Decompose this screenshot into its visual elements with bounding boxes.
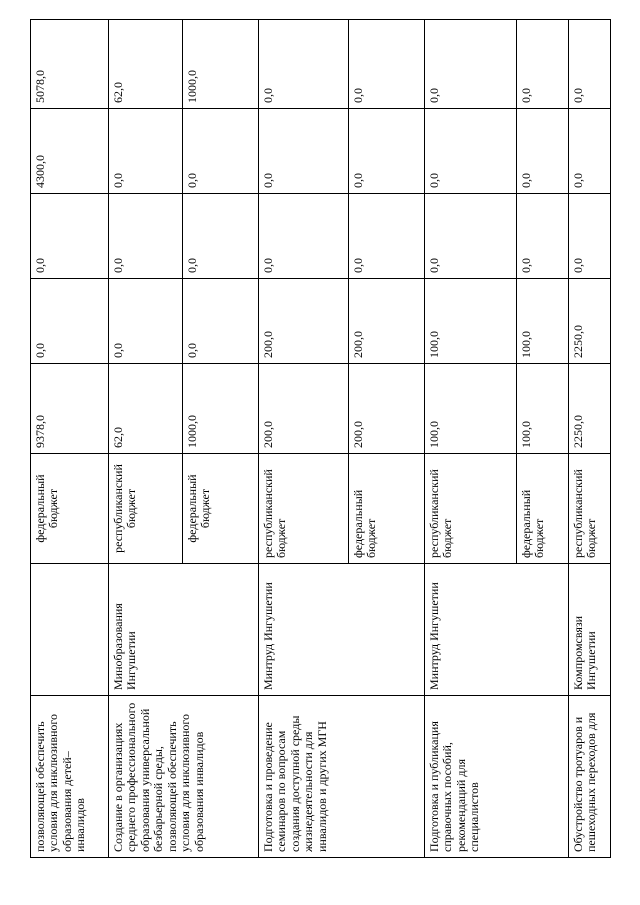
task-cell: позволяющей обеспечить условия для инклюзивного образования детей–инвалидов: [31, 696, 109, 858]
year4-cell: 0,0: [259, 20, 349, 109]
year2-cell: 0,0: [349, 194, 425, 279]
year1-cell: 200,0: [349, 279, 425, 364]
table-row: [31, 20, 109, 858]
source-cell: республиканский бюджет: [425, 454, 517, 564]
table-row: [259, 20, 349, 858]
year1-cell: 100,0: [517, 279, 569, 364]
year3-cell: 0,0: [569, 109, 611, 194]
source-cell: федеральный бюджет: [349, 454, 425, 564]
executor-cell: Компромсвязи Ингушетии: [569, 564, 611, 696]
task-cell: Обустройство тротуаров и пешеходных переходов для: [569, 696, 611, 858]
table-row: [109, 20, 183, 858]
year4-cell: 0,0: [569, 20, 611, 109]
year2-cell: 0,0: [569, 194, 611, 279]
executor-cell: Минтруд Ингушетии: [259, 564, 425, 696]
year1-cell: 0,0: [31, 279, 109, 364]
year2-cell: 0,0: [31, 194, 109, 279]
year3-cell: 0,0: [349, 109, 425, 194]
year2-cell: 0,0: [259, 194, 349, 279]
year2-cell: 0,0: [425, 194, 517, 279]
source-cell: федеральный бюджет: [517, 454, 569, 564]
year4-cell: 1000,0: [183, 20, 259, 109]
year1-cell: 0,0: [183, 279, 259, 364]
total-cell: 62,0: [109, 364, 183, 454]
year4-cell: 62,0: [109, 20, 183, 109]
total-cell: 100,0: [425, 364, 517, 454]
year2-cell: 0,0: [517, 194, 569, 279]
year2-cell: 0,0: [183, 194, 259, 279]
executor-cell: Минобразования Ингушетии: [109, 564, 259, 696]
year3-cell: 4300,0: [31, 109, 109, 194]
year4-cell: 5078,0: [31, 20, 109, 109]
executor-cell: [31, 564, 109, 696]
table-row: [569, 20, 611, 858]
task-cell: Подготовка и проведение семинаров по вопросам создания доступной среды жизнедеятельности для инвалидов и других МГН: [259, 696, 425, 858]
total-cell: 200,0: [349, 364, 425, 454]
task-cell: Подготовка и публикация справочных пособий, рекомендаций для специалистов: [425, 696, 569, 858]
year3-cell: 0,0: [425, 109, 517, 194]
total-cell: 9378,0: [31, 364, 109, 454]
total-cell: 100,0: [517, 364, 569, 454]
table-row: [425, 20, 517, 858]
source-cell: федеральный бюджет: [183, 454, 259, 564]
total-cell: 2250,0: [569, 364, 611, 454]
year1-cell: 0,0: [109, 279, 183, 364]
year1-cell: 200,0: [259, 279, 349, 364]
year4-cell: 0,0: [517, 20, 569, 109]
source-cell: федеральный бюджет: [31, 454, 109, 564]
total-cell: 1000,0: [183, 364, 259, 454]
year4-cell: 0,0: [349, 20, 425, 109]
total-cell: 200,0: [259, 364, 349, 454]
executor-cell: Минтруд Ингушетии: [425, 564, 569, 696]
source-cell: республиканский бюджет: [569, 454, 611, 564]
source-cell: республиканский бюджет: [109, 454, 183, 564]
year2-cell: 0,0: [109, 194, 183, 279]
rotated-page: [30, 20, 610, 858]
budget-table: [30, 19, 611, 858]
year4-cell: 0,0: [425, 20, 517, 109]
year1-cell: 2250,0: [569, 279, 611, 364]
year3-cell: 0,0: [259, 109, 349, 194]
task-cell: Создание в организациях среднего профессионального образования универсальной безбарьерной среды, позволяющей обеспечить условия для инклюзивного образования инвалидов: [109, 696, 259, 858]
year3-cell: 0,0: [183, 109, 259, 194]
source-cell: республиканский бюджет: [259, 454, 349, 564]
year1-cell: 100,0: [425, 279, 517, 364]
year3-cell: 0,0: [517, 109, 569, 194]
year3-cell: 0,0: [109, 109, 183, 194]
